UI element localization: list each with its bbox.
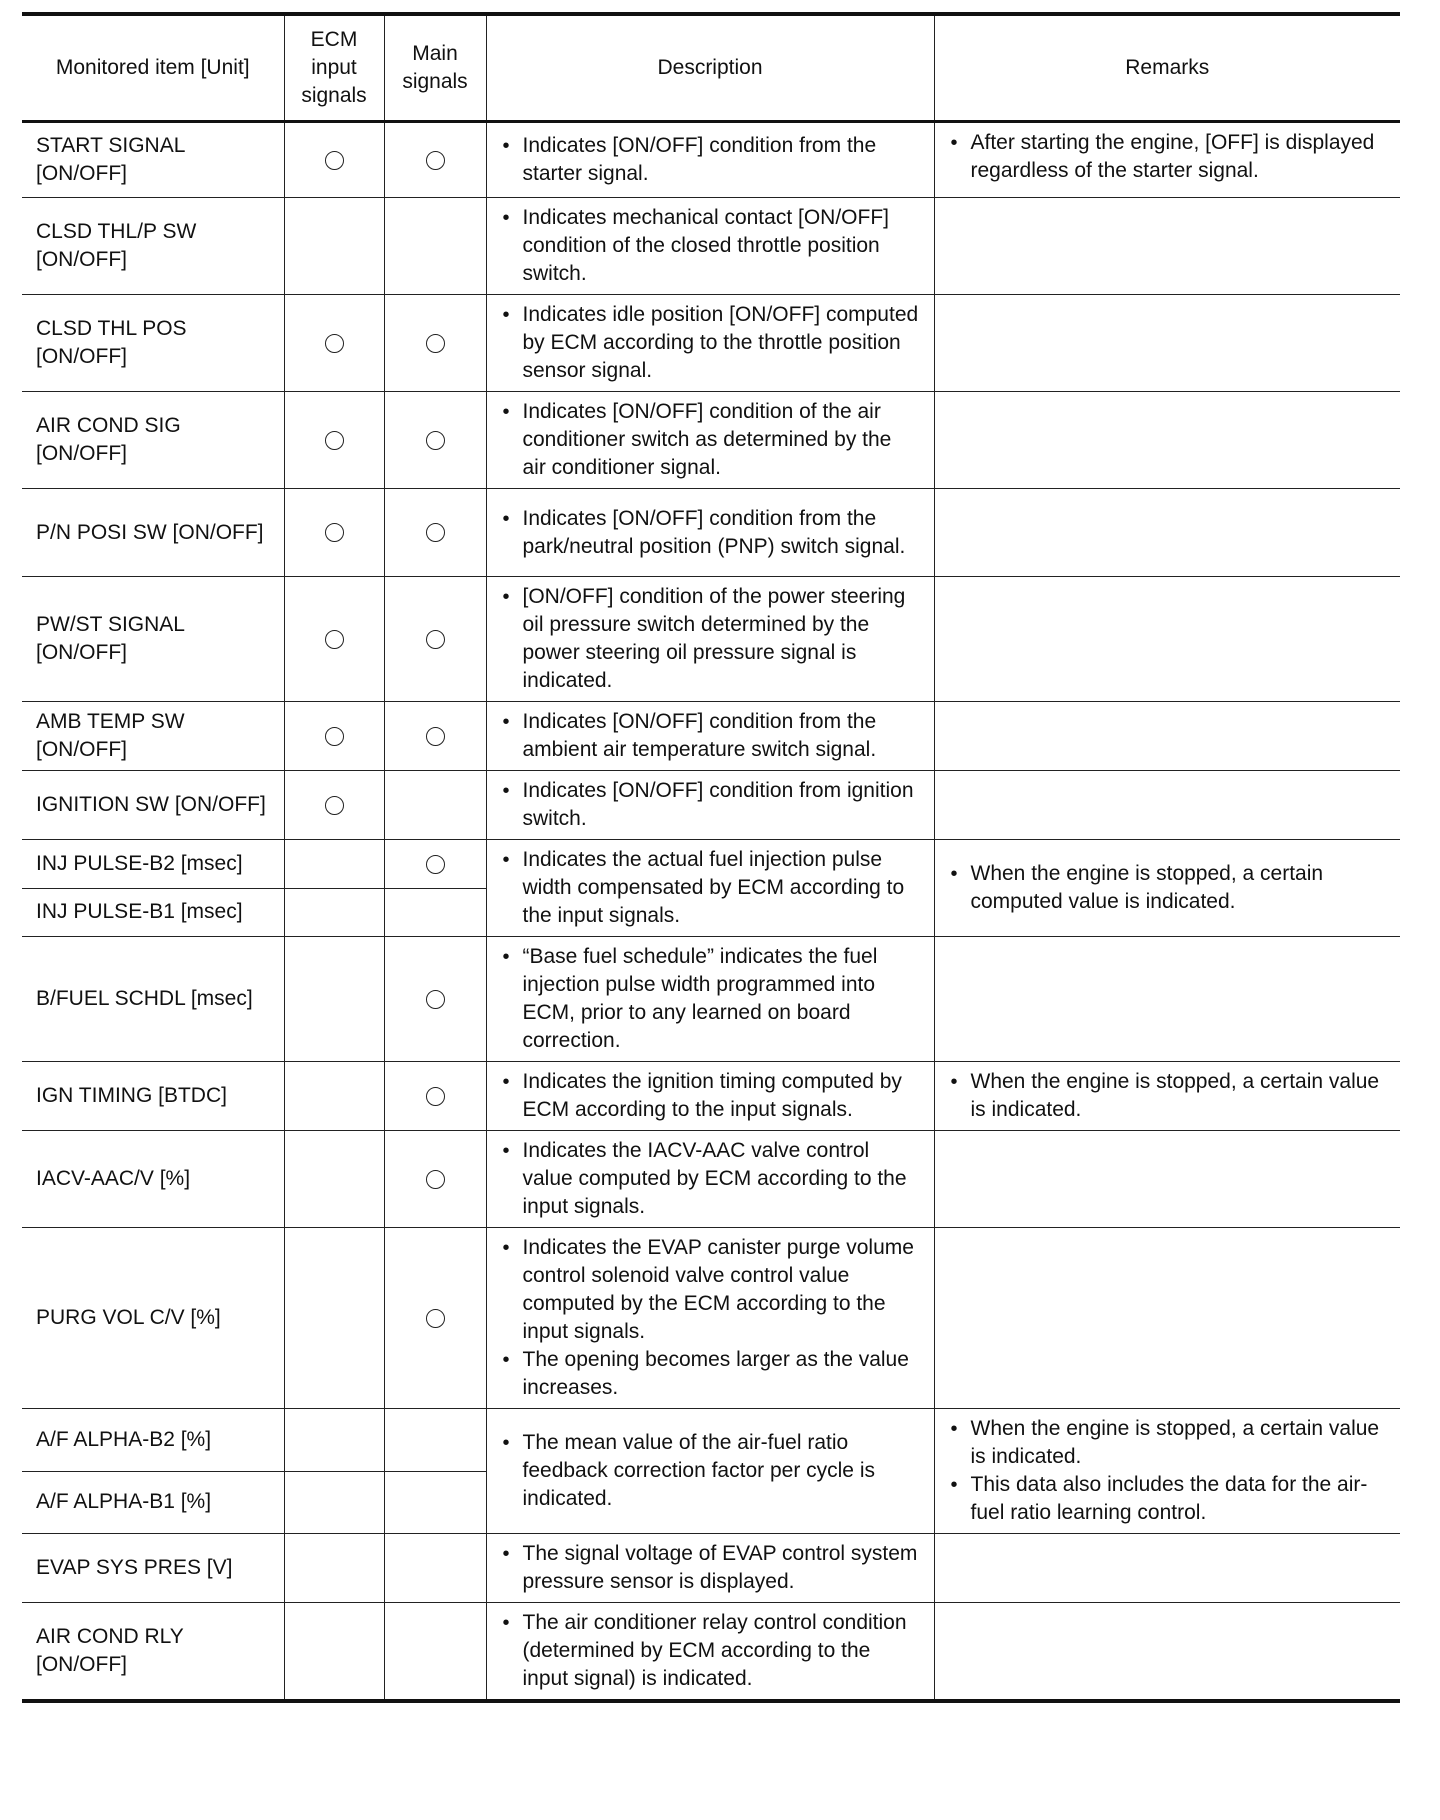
circle-mark-icon: [325, 431, 344, 450]
ecm-input-cell: [284, 1471, 384, 1534]
monitored-item-cell: CLSD THL/P SW [ON/OFF]: [22, 198, 284, 295]
remarks-cell: [934, 771, 1400, 840]
ecm-input-cell: [284, 771, 384, 840]
main-signal-cell: [384, 1228, 486, 1409]
remarks-list: [949, 1415, 1387, 1527]
description-list: [501, 846, 920, 930]
remarks-cell: [934, 1534, 1400, 1603]
description-list: [501, 301, 920, 385]
description-list: [501, 505, 920, 561]
remarks-cell: [934, 1603, 1400, 1702]
circle-mark-icon: [426, 727, 445, 746]
description-cell: [486, 198, 934, 295]
header-remarks: Remarks: [934, 14, 1400, 122]
remarks-cell: [934, 1228, 1400, 1409]
monitored-item-cell: A/F ALPHA-B1 [%]: [22, 1471, 284, 1534]
table-row: [22, 577, 1400, 702]
description-cell: [486, 1228, 934, 1409]
table-row: [22, 840, 1400, 889]
description-list-item: • The opening becomes larger as the value increases.: [501, 1346, 920, 1402]
monitored-item-cell: IGNITION SW [ON/OFF]: [22, 771, 284, 840]
circle-mark-icon: [426, 990, 445, 1009]
ecm-input-cell: [284, 1409, 384, 1472]
monitored-item-cell: PW/ST SIGNAL [ON/OFF]: [22, 577, 284, 702]
description-list: [501, 1540, 920, 1596]
description-cell: [486, 577, 934, 702]
table-row: [22, 937, 1400, 1062]
monitored-item-cell: PURG VOL C/V [%]: [22, 1228, 284, 1409]
remarks-list-item: • When the engine is stopped, a certain value is indicated.: [949, 1068, 1387, 1124]
ecm-input-cell: [284, 937, 384, 1062]
description-list-item: • The air conditioner relay control condition (determined by ECM according to the input signal) is indicated.: [501, 1609, 920, 1693]
table-row: [22, 198, 1400, 295]
header-ecm-input-signals: ECM input signals: [284, 14, 384, 122]
ecm-input-cell: [284, 392, 384, 489]
circle-mark-icon: [426, 523, 445, 542]
description-list-item: • Indicates idle position [ON/OFF] computed by ECM according to the throttle position sensor signal.: [501, 301, 920, 385]
monitored-item-cell: EVAP SYS PRES [V]: [22, 1534, 284, 1603]
ecm-input-cell: [284, 198, 384, 295]
remarks-list: [949, 860, 1387, 916]
table-row: [22, 122, 1400, 198]
description-list-item: • The mean value of the air-fuel ratio feedback correction factor per cycle is indicated.: [501, 1429, 920, 1513]
table-row: [22, 489, 1400, 577]
table-body: [22, 122, 1400, 1702]
main-signal-cell: [384, 577, 486, 702]
main-signal-cell: [384, 702, 486, 771]
ecm-input-cell: [284, 888, 384, 937]
table-row: [22, 1534, 1400, 1603]
ecm-input-cell: [284, 1603, 384, 1702]
description-list-item: • Indicates the EVAP canister purge volume control solenoid valve control value computed by the ECM according to the input signals.: [501, 1234, 920, 1346]
description-list: [501, 204, 920, 288]
main-signal-cell: [384, 840, 486, 889]
description-list: [501, 1137, 920, 1221]
monitored-item-cell: INJ PULSE-B2 [msec]: [22, 840, 284, 889]
table-row: [22, 1131, 1400, 1228]
circle-mark-icon: [325, 523, 344, 542]
remarks-list: [949, 129, 1387, 185]
table-row: [22, 295, 1400, 392]
description-list: [501, 777, 920, 833]
description-list: [501, 1068, 920, 1124]
main-signal-cell: [384, 1471, 486, 1534]
remarks-cell: [934, 840, 1400, 937]
remarks-list-item: • When the engine is stopped, a certain value is indicated.: [949, 1415, 1387, 1471]
monitored-item-cell: B/FUEL SCHDL [msec]: [22, 937, 284, 1062]
remarks-cell: [934, 122, 1400, 198]
description-list-item: • “Base fuel schedule” indicates the fuel injection pulse width programmed into ECM, prior to any learned on board correction.: [501, 943, 920, 1055]
header-monitored-item: Monitored item [Unit]: [22, 14, 284, 122]
table-row: [22, 1409, 1400, 1472]
description-list-item: • [ON/OFF] condition of the power steering oil pressure switch determined by the power steering oil pressure signal is indicated.: [501, 583, 920, 695]
description-list: [501, 1234, 920, 1402]
remarks-list: [949, 1068, 1387, 1124]
table-row: [22, 1603, 1400, 1702]
remarks-list-item: • This data also includes the data for the air-fuel ratio learning control.: [949, 1471, 1387, 1527]
circle-mark-icon: [426, 334, 445, 353]
description-list-item: • Indicates [ON/OFF] condition from the starter signal.: [501, 132, 920, 188]
description-cell: [486, 1131, 934, 1228]
monitored-item-cell: AIR COND SIG [ON/OFF]: [22, 392, 284, 489]
header-description: Description: [486, 14, 934, 122]
description-list-item: • Indicates [ON/OFF] condition from ignition switch.: [501, 777, 920, 833]
description-cell: [486, 771, 934, 840]
table-row: [22, 1062, 1400, 1131]
monitored-item-cell: AMB TEMP SW [ON/OFF]: [22, 702, 284, 771]
description-list: [501, 132, 920, 188]
description-list-item: • The signal voltage of EVAP control system pressure sensor is displayed.: [501, 1540, 920, 1596]
ecm-input-cell: [284, 489, 384, 577]
description-cell: [486, 937, 934, 1062]
ecm-input-cell: [284, 1534, 384, 1603]
circle-mark-icon: [426, 1087, 445, 1106]
description-list-item: • Indicates [ON/OFF] condition of the air conditioner switch as determined by the air conditioner signal.: [501, 398, 920, 482]
main-signal-cell: [384, 295, 486, 392]
ecm-input-cell: [284, 1228, 384, 1409]
circle-mark-icon: [325, 151, 344, 170]
circle-mark-icon: [426, 431, 445, 450]
description-list: [501, 1429, 920, 1513]
remarks-cell: [934, 1131, 1400, 1228]
table-row: [22, 702, 1400, 771]
description-cell: [486, 1409, 934, 1534]
remarks-cell: [934, 198, 1400, 295]
circle-mark-icon: [325, 630, 344, 649]
description-list-item: • Indicates [ON/OFF] condition from the ambient air temperature switch signal.: [501, 708, 920, 764]
remarks-cell: [934, 1409, 1400, 1534]
description-list-item: • Indicates mechanical contact [ON/OFF] condition of the closed throttle position switch.: [501, 204, 920, 288]
monitored-item-cell: IGN TIMING [BTDC]: [22, 1062, 284, 1131]
main-signal-cell: [384, 198, 486, 295]
ecm-input-cell: [284, 295, 384, 392]
monitored-item-cell: IACV-AAC/V [%]: [22, 1131, 284, 1228]
description-list: [501, 398, 920, 482]
main-signal-cell: [384, 771, 486, 840]
description-list-item: • Indicates the actual fuel injection pulse width compensated by ECM according to the input signals.: [501, 846, 920, 930]
table-row: [22, 1228, 1400, 1409]
description-list: [501, 708, 920, 764]
description-cell: [486, 392, 934, 489]
monitored-item-cell: A/F ALPHA-B2 [%]: [22, 1409, 284, 1472]
description-list-item: • Indicates the IACV-AAC valve control value computed by ECM according to the input signals.: [501, 1137, 920, 1221]
main-signal-cell: [384, 392, 486, 489]
description-list: [501, 943, 920, 1055]
remarks-list-item: • When the engine is stopped, a certain computed value is indicated.: [949, 860, 1387, 916]
description-list: [501, 1609, 920, 1693]
description-cell: [486, 1062, 934, 1131]
monitored-item-cell: AIR COND RLY [ON/OFF]: [22, 1603, 284, 1702]
remarks-cell: [934, 937, 1400, 1062]
circle-mark-icon: [325, 796, 344, 815]
description-cell: [486, 702, 934, 771]
table-header-row: [22, 14, 1400, 122]
main-signal-cell: [384, 1062, 486, 1131]
monitored-item-cell: CLSD THL POS [ON/OFF]: [22, 295, 284, 392]
table-row: [22, 771, 1400, 840]
main-signal-cell: [384, 937, 486, 1062]
description-cell: [486, 122, 934, 198]
ecm-input-cell: [284, 1062, 384, 1131]
circle-mark-icon: [325, 727, 344, 746]
main-signal-cell: [384, 489, 486, 577]
main-signal-cell: [384, 122, 486, 198]
monitored-item-cell: START SIGNAL [ON/OFF]: [22, 122, 284, 198]
monitored-item-cell: INJ PULSE-B1 [msec]: [22, 888, 284, 937]
ecm-input-cell: [284, 840, 384, 889]
main-signal-cell: [384, 1131, 486, 1228]
description-list: [501, 583, 920, 695]
ecm-input-cell: [284, 122, 384, 198]
circle-mark-icon: [426, 1309, 445, 1328]
circle-mark-icon: [426, 855, 445, 874]
ecm-input-cell: [284, 577, 384, 702]
monitored-item-cell: P/N POSI SW [ON/OFF]: [22, 489, 284, 577]
description-list-item: • Indicates [ON/OFF] condition from the park/neutral position (PNP) switch signal.: [501, 505, 920, 561]
description-cell: [486, 295, 934, 392]
data-monitor-table: [22, 12, 1400, 1703]
remarks-list-item: • After starting the engine, [OFF] is displayed regardless of the starter signal.: [949, 129, 1387, 185]
remarks-cell: [934, 577, 1400, 702]
main-signal-cell: [384, 1409, 486, 1472]
ecm-input-cell: [284, 1131, 384, 1228]
remarks-cell: [934, 489, 1400, 577]
remarks-cell: [934, 702, 1400, 771]
monitor-table-sheet: [22, 12, 1400, 1703]
circle-mark-icon: [426, 151, 445, 170]
remarks-cell: [934, 392, 1400, 489]
description-cell: [486, 1534, 934, 1603]
circle-mark-icon: [426, 630, 445, 649]
circle-mark-icon: [426, 1170, 445, 1189]
remarks-cell: [934, 1062, 1400, 1131]
main-signal-cell: [384, 1603, 486, 1702]
description-cell: [486, 1603, 934, 1702]
circle-mark-icon: [325, 334, 344, 353]
remarks-cell: [934, 295, 1400, 392]
main-signal-cell: [384, 888, 486, 937]
description-cell: [486, 840, 934, 937]
ecm-input-cell: [284, 702, 384, 771]
description-list-item: • Indicates the ignition timing computed by ECM according to the input signals.: [501, 1068, 920, 1124]
main-signal-cell: [384, 1534, 486, 1603]
header-main-signals: Main signals: [384, 14, 486, 122]
table-row: [22, 392, 1400, 489]
description-cell: [486, 489, 934, 577]
